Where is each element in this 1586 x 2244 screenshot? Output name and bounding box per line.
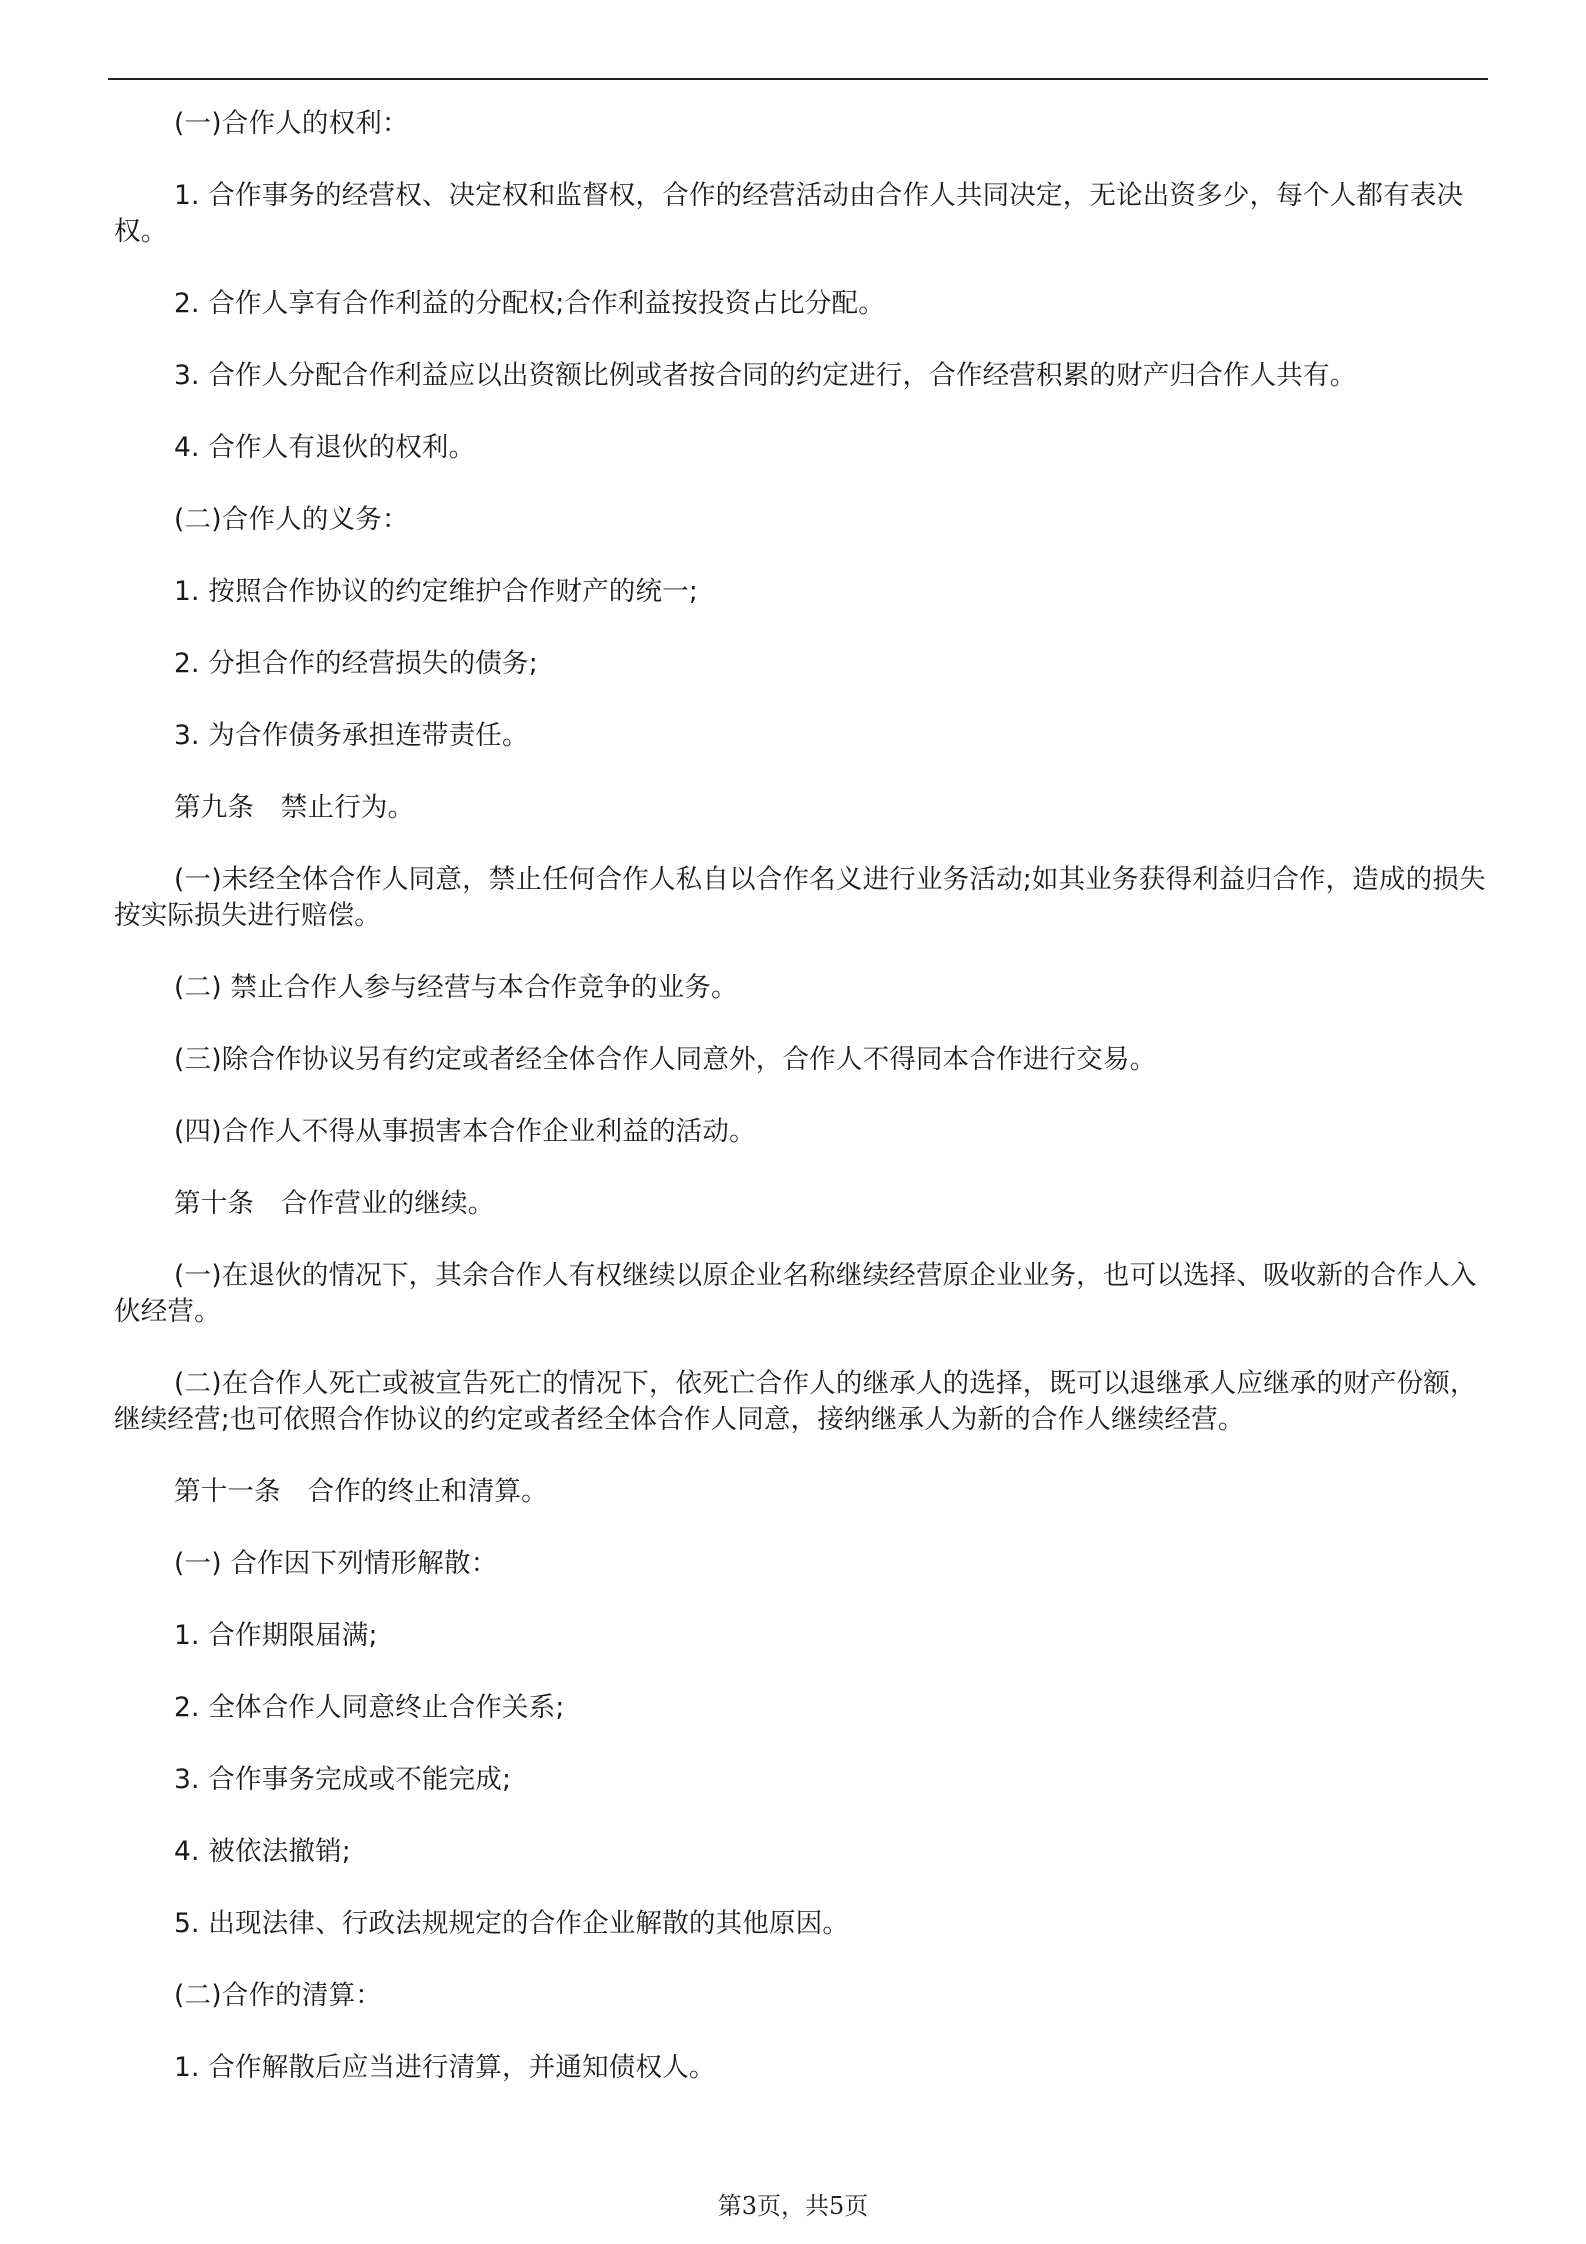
list-item: (二) 禁止合作人参与经营与本合作竞争的业务。 bbox=[174, 972, 738, 1003]
list-item: 1. 合作事务的经营权、决定权和监督权，合作的经营活动由合作人共同决定，无论出资多少，每个人都有表决权。 bbox=[114, 180, 1464, 247]
article-heading: 第十条 合作营业的继续。 bbox=[174, 1188, 495, 1219]
list-item: 4. 合作人有退伙的权利。 bbox=[174, 432, 476, 463]
article-heading: 第十一条 合作的终止和清算。 bbox=[174, 1476, 548, 1507]
list-item: 1. 合作期限届满; bbox=[174, 1620, 378, 1651]
section-heading: (二)合作人的义务： bbox=[174, 504, 409, 535]
section-heading: (二)合作的清算： bbox=[174, 1980, 382, 2011]
list-item: 5. 出现法律、行政法规规定的合作企业解散的其他原因。 bbox=[174, 1908, 850, 1939]
article-heading: 第九条 禁止行为。 bbox=[174, 792, 415, 823]
list-item: (三)除合作协议另有约定或者经全体合作人同意外，合作人不得同本合作进行交易。 bbox=[174, 1044, 1157, 1075]
list-item: (一)未经全体合作人同意，禁止任何合作人私自以合作名义进行业务活动;如其业务获得利益归合作，造成的损失按实际损失进行赔偿。 bbox=[114, 864, 1486, 931]
page-number-footer: 第3页，共5页 bbox=[717, 2192, 869, 2220]
list-item: 2. 分担合作的经营损失的债务; bbox=[174, 648, 538, 679]
section-heading: (一) 合作因下列情形解散： bbox=[174, 1548, 498, 1579]
document-body bbox=[114, 106, 1486, 2122]
section-heading: (一)合作人的权利： bbox=[174, 108, 409, 139]
list-item: 1. 合作解散后应当进行清算，并通知债权人。 bbox=[174, 2052, 716, 2083]
header-rule bbox=[108, 78, 1488, 80]
list-item: 4. 被依法撤销; bbox=[174, 1836, 351, 1867]
list-item: 2. 合作人享有合作利益的分配权;合作利益按投资占比分配。 bbox=[174, 288, 885, 319]
list-item: (一)在退伙的情况下，其余合作人有权继续以原企业名称继续经营原企业业务，也可以选择、吸收新的合作人入伙经营。 bbox=[114, 1260, 1477, 1327]
list-item: 3. 合作人分配合作利益应以出资额比例或者按合同的约定进行，合作经营积累的财产归合作人共有。 bbox=[174, 360, 1357, 391]
list-item: 3. 为合作债务承担连带责任。 bbox=[174, 720, 529, 751]
list-item: 3. 合作事务完成或不能完成; bbox=[174, 1764, 512, 1795]
list-item: (二)在合作人死亡或被宣告死亡的情况下，依死亡合作人的继承人的选择，既可以退继承人应继承的财产份额，继续经营;也可依照合作协议的约定或者经全体合作人同意，接纳继承人为新的合作人继续经营。 bbox=[114, 1368, 1477, 1435]
list-item: 2. 全体合作人同意终止合作关系; bbox=[174, 1692, 565, 1723]
list-item: 1. 按照合作协议的约定维护合作财产的统一; bbox=[174, 576, 699, 607]
list-item: (四)合作人不得从事损害本合作企业利益的活动。 bbox=[174, 1116, 756, 1147]
